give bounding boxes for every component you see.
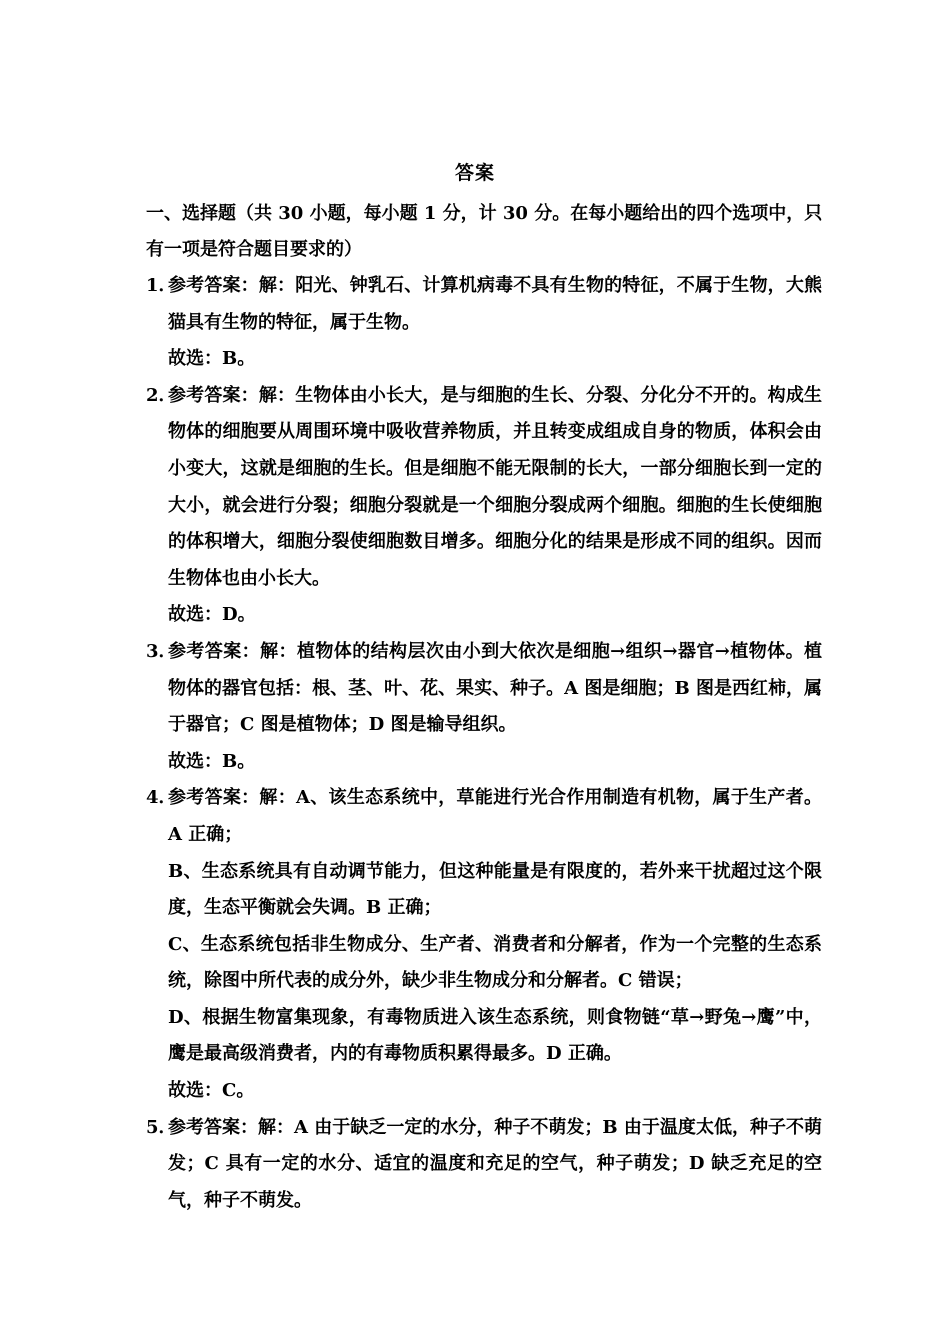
question-5	[146, 1110, 822, 1220]
question-answer: 故选：D。	[168, 604, 256, 626]
question-answer: 故选：C。	[168, 1080, 255, 1102]
question-text: 参考答案：解：A、该生态系统中，草能进行光合作用制造有机物，属于生产者。A 正确；	[168, 787, 822, 845]
question-text: 参考答案：解：生物体由小长大，是与细胞的生长、分裂、分化分不开的。构成生物体的细胞要从周围环境中吸收营养物质，并且转变成组成自身的物质，体积会由小变大，这就是细胞的生长。但是细胞不能无限制的长大，一部分细胞长到一定的大小，就会进行分裂；细胞分裂就是一个细胞分裂成两个细胞。细胞的生长使细胞的体积增大，细胞分裂使细胞数目增多。细胞分化的结果是形成不同的组织。因而生物体也由小长大。	[168, 384, 822, 589]
section-heading: 一、选择题（共 30 小题，每小题 1 分，计 30 分。在每小题给出的四个选项中，只有一项是符合题目要求的）	[146, 203, 823, 260]
question-number: 3．	[146, 640, 177, 662]
page-title: 答案	[454, 162, 495, 184]
question-number: 1．	[146, 275, 177, 296]
answer-list	[146, 268, 822, 1219]
question-number: 4．	[146, 787, 177, 809]
question-3	[146, 634, 822, 780]
question-text: 参考答案：解：A 由于缺乏一定的水分，种子不萌发；B 由于温度太低，种子不萌发；C 具有一定的水分、适宜的温度和充足的空气，种子萌发；D 缺乏充足的空气，种子不萌发。	[168, 1116, 822, 1211]
question-text: 参考答案：解：阳光、钟乳石、计算机病毒不具有生物的特征，不属于生物，大熊猫具有生物的特征，属于生物。	[168, 275, 822, 333]
option-d-explanation: D、根据生物富集现象，有毒物质进入该生态系统，则食物链“草→野兔→鹰”中，鹰是最高级消费者，内的有毒物质积累得最多。D 正确。	[168, 1006, 822, 1065]
question-answer: 故选：B。	[168, 750, 256, 772]
question-text: 参考答案：解：植物体的结构层次由小到大依次是细胞→组织→器官→植物体。植物体的器官包括：根、茎、叶、花、果实、种子。A 图是细胞；B 图是西红柿，属于器官；C 图是植物体；D 图是输导组织。	[168, 640, 822, 736]
option-b-explanation: B、生态系统具有自动调节能力，但这种能量是有限度的，若外来干扰超过这个限度，生态平衡就会失调。B 正确；	[168, 860, 822, 919]
question-1	[146, 268, 822, 378]
question-number: 2．	[146, 384, 177, 406]
question-answer: 故选：B。	[168, 348, 256, 370]
question-4	[146, 780, 822, 1109]
question-2	[146, 378, 822, 634]
question-number: 5．	[146, 1116, 177, 1138]
option-c-explanation: C、生态系统包括非生物成分、生产者、消费者和分解者，作为一个完整的生态系统，除图中所代表的成分外，缺少非生物成分和分解者。C 错误；	[168, 933, 822, 992]
